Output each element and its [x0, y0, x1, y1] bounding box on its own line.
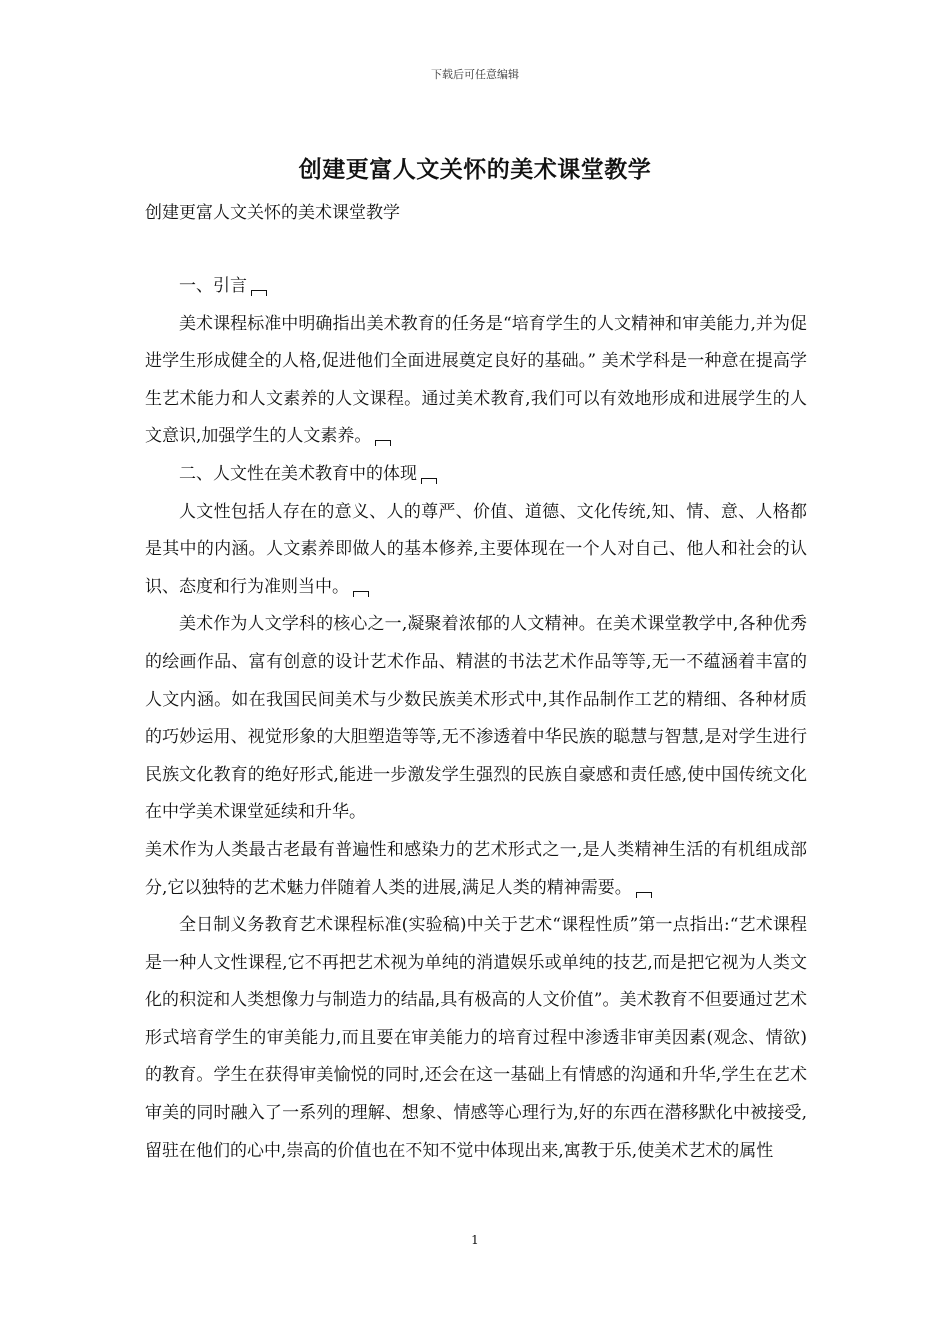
header-note: 下载后可任意编辑	[431, 68, 519, 81]
paragraph-mark-icon	[353, 591, 369, 597]
paragraph-text: 一、引言	[179, 276, 247, 296]
paragraph-mark-icon	[375, 440, 391, 446]
paragraph	[145, 832, 807, 907]
document-body	[145, 268, 807, 1170]
paragraph	[145, 494, 807, 607]
paragraph-mark-icon	[421, 478, 437, 484]
document-title: 创建更富人文关怀的美术课堂教学	[298, 156, 652, 183]
page-number: 1	[471, 1233, 479, 1247]
paragraph-text: 二、人文性在美术教育中的体现	[179, 463, 417, 484]
paragraph-mark-icon	[251, 290, 267, 296]
paragraph-text: 美术课程标准中明确指出美术教育的任务是“培育学生的人文精神和审美能力,并为促进学生形成健全的人格,促进他们全面进展奠定良好的基础。” 美术学科是一种意在提高学生艺术能力和人文素养的人文课程。通过美术教育,我们可以有效地形成和进展学生的人文意识,加强学生的人文素养。	[145, 313, 807, 447]
paragraph-text: 人文性包括人存在的意义、人的尊严、价值、道德、文化传统,知、情、意、人格都是其中的内涵。人文素养即做人的基本修养,主要体现在一个人对自己、他人和社会的认识、态度和行为准则当中。	[145, 501, 807, 597]
paragraph-mark-icon	[636, 892, 652, 898]
paragraph-text: 美术作为人类最古老最有普遍性和感染力的艺术形式之一,是人类精神生活的有机组成部分,它以独特的艺术魅力伴随着人类的进展,满足人类的精神需要。	[145, 839, 807, 898]
paragraph-text: 美术作为人文学科的核心之一,凝聚着浓郁的人文精神。在美术课堂教学中,各种优秀的绘画作品、富有创意的设计艺术作品、精湛的书法艺术作品等等,无一不蕴涵着丰富的人文内涵。如在我国民间美术与少数民族美术形式中,其作品制作工艺的精细、各种材质的巧妙运用、视觉形象的大胆塑造等等,无不渗透着中华民族的聪慧与智慧,是对学生进行民族文化教育的绝好形式,能进一步激发学生强烈的民族自豪感和责任感,使中国传统文化在中学美术课堂延续和升华。	[145, 614, 807, 823]
paragraph	[145, 306, 807, 456]
paragraph	[145, 907, 807, 1170]
paragraph-heading-intro	[145, 268, 807, 306]
paragraph-text: 全日制义务教育艺术课程标准(实验稿)中关于艺术“课程性质”第一点指出:“艺术课程是一种人文性课程,它不再把艺术视为单纯的消遣娱乐或单纯的技艺,而是把它视为人类文化的积淀和人类想像力与制造力的结晶,具有极高的人文价值”。美术教育不但要通过艺术形式培育学生的审美能力,而且要在审美能力的培育过程中渗透非审美因素(观念、情欲)的教育。学生在获得审美愉悦的同时,还会在这一基础上有情感的沟通和升华,学生在艺术审美的同时融入了一系列的理解、想象、情感等心理行为,好的东西在潜移默化中被接受,留驻在他们的心中,崇高的价值也在不知不觉中体现出来,寓教于乐,使美术艺术的属性	[145, 915, 807, 1161]
paragraph-heading-humanity	[145, 456, 807, 494]
paragraph	[145, 606, 807, 832]
document-subtitle: 创建更富人文关怀的美术课堂教学	[145, 203, 400, 223]
